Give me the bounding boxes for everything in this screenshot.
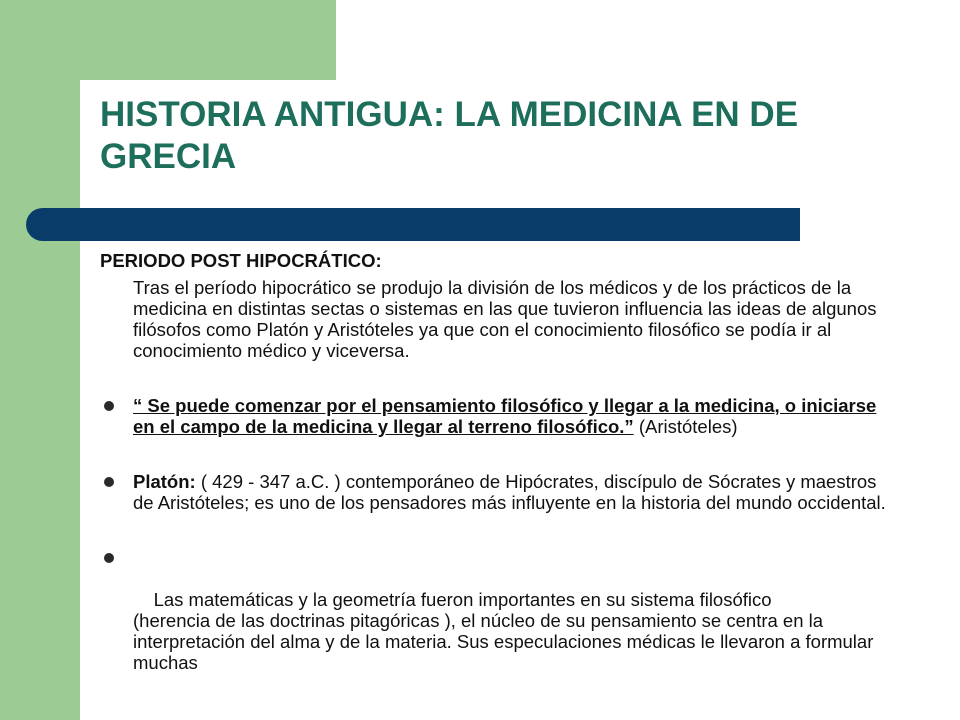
- plato-name: Platón:: [133, 471, 196, 492]
- section-heading: PERIODO POST HIPOCRÁTICO:: [100, 250, 382, 271]
- intro-paragraph: Tras el período hipocrático se produjo la división de los médicos y de los prácticos de la medicina en distintas sectas o sistemas en las que tuvieron influencia las ideas de algunos filósofos como Platón y Aristóteles ya que con el conocimiento filosófico se podía ir al conocimiento médico y viceversa.: [133, 277, 877, 361]
- slide-title: HISTORIA ANTIGUA: LA MEDICINA EN DE GRECIA: [100, 95, 799, 176]
- bullet-plato: [100, 471, 890, 513]
- decorative-green-strip: [0, 211, 80, 720]
- quote-attribution: (Aristóteles): [633, 416, 738, 437]
- bullet-dot-icon: [104, 477, 114, 487]
- decorative-blue-bar: [26, 208, 800, 241]
- aristotle-quote: “ Se puede comenzar por el pensamiento filosófico y llegar a la medicina, o iniciarse en el campo de la medicina y llegar al terreno filosófico.”: [133, 395, 877, 437]
- bullet-quote: [100, 395, 890, 437]
- slide-content: [100, 250, 890, 694]
- bullet-dot-icon: [104, 553, 114, 563]
- bullet-dot-icon: [104, 401, 114, 411]
- bullet-math: [100, 547, 890, 694]
- plato-description: ( 429 - 347 a.C. ) contemporáneo de Hipócrates, discípulo de Sócrates y maestros de Aristóteles; es uno de los pensadores más influyente en la historia del mundo occidental.: [133, 471, 886, 513]
- math-description: Las matemáticas y la geometría fueron importantes en su sistema filosófico (herencia de las doctrinas pitagóricas ), el núcleo de su pensamiento se centra en la interpretación del alma y de la materia. Sus especulaciones médicas le llevaron a formular muchas: [133, 589, 879, 673]
